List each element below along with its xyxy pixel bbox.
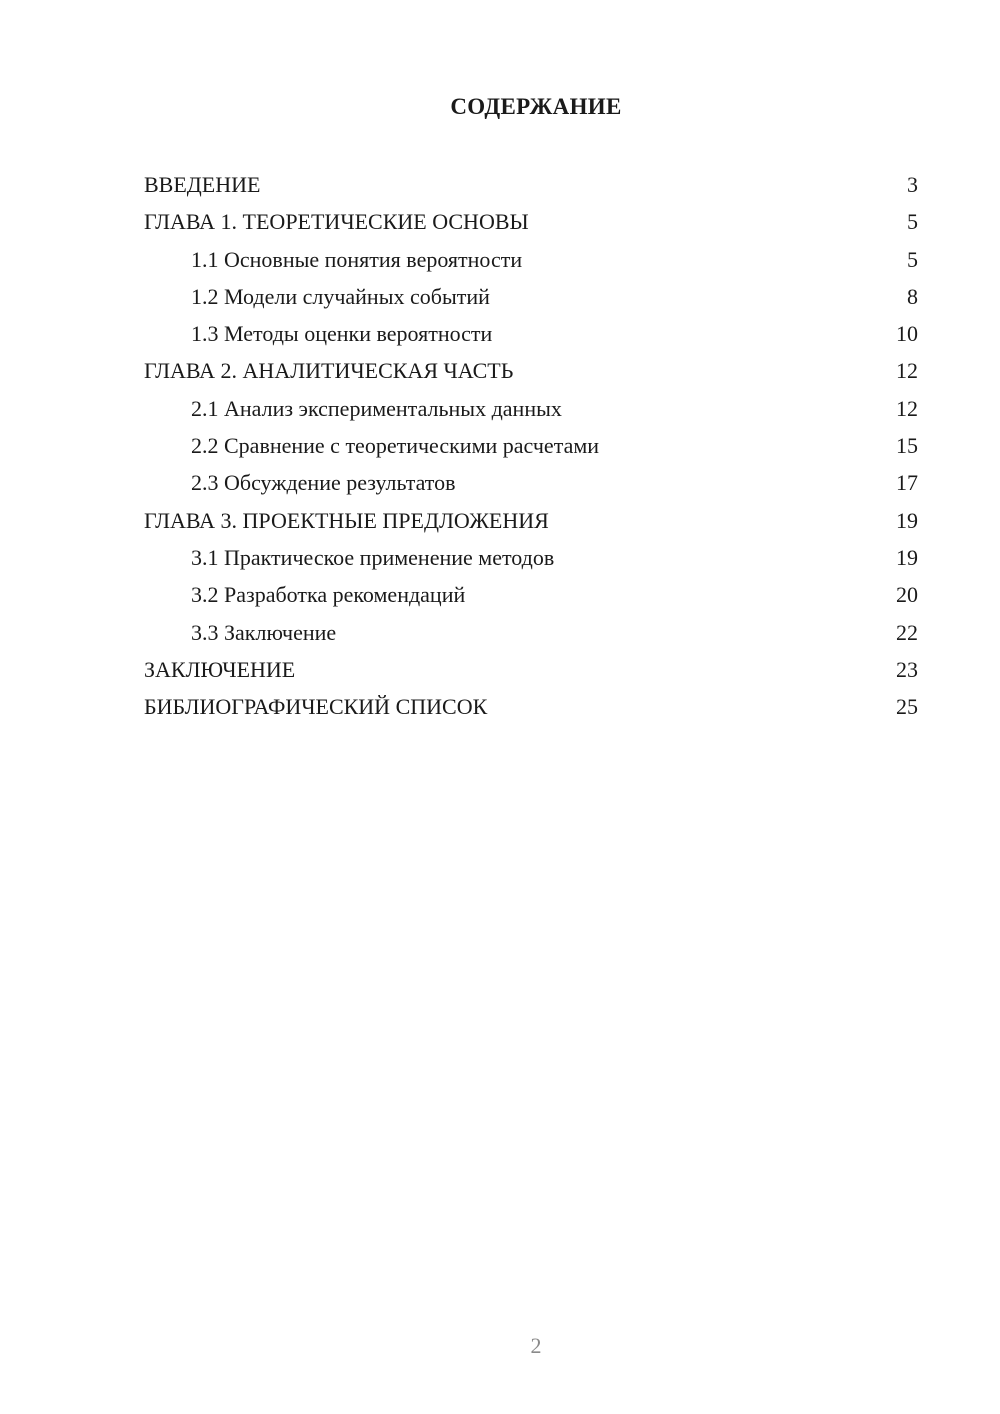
toc-entry-label: 3.1 Практическое применение методов xyxy=(191,544,555,570)
page-number: 2 xyxy=(530,1333,542,1358)
toc-entry-page: 20 xyxy=(896,582,918,608)
toc-entry-page: 5 xyxy=(907,246,918,272)
toc-entry-label: 2.3 Обсуждение результатов xyxy=(191,470,456,496)
toc-entry-label: 2.1 Анализ экспериментальных данных xyxy=(191,395,562,421)
toc-entry-label: 3.3 Заключение xyxy=(191,619,337,645)
toc-entry-page: 19 xyxy=(896,544,918,570)
toc-entry-page: 25 xyxy=(896,694,918,720)
toc-entry-section-1-1 xyxy=(144,241,918,278)
toc-entry-page: 23 xyxy=(896,656,918,682)
toc-entry-bibliography xyxy=(144,688,918,725)
toc-entry-chapter-3 xyxy=(144,502,918,539)
toc-entry-label: БИБЛИОГРАФИЧЕСКИЙ СПИСОК xyxy=(144,694,488,720)
toc-entry-label: 1.1 Основные понятия вероятности xyxy=(191,246,523,272)
page-title: СОДЕРЖАНИЕ xyxy=(450,94,622,119)
toc-entry-label: ГЛАВА 1. ТЕОРЕТИЧЕСКИЕ ОСНОВЫ xyxy=(144,209,529,235)
toc-entry-label: 1.2 Модели случайных событий xyxy=(191,283,490,309)
toc-entry-conclusion xyxy=(144,651,918,688)
toc-entry-label: ГЛАВА 3. ПРОЕКТНЫЕ ПРЕДЛОЖЕНИЯ xyxy=(144,507,549,533)
toc-entry-chapter-2 xyxy=(144,352,918,389)
toc-entry-section-3-1 xyxy=(144,539,918,576)
toc-entry-page: 17 xyxy=(896,470,918,496)
toc-entry-page: 22 xyxy=(896,619,918,645)
toc-entry-label: ВВЕДЕНИЕ xyxy=(144,172,261,197)
toc-entry-section-2-3 xyxy=(144,464,918,501)
toc-entry-section-2-2 xyxy=(144,427,918,464)
toc-entry-section-2-1 xyxy=(144,390,918,427)
toc-entry-introduction xyxy=(144,166,918,203)
toc-entry-page: 19 xyxy=(896,507,918,533)
table-of-contents xyxy=(144,166,918,725)
toc-entry-page: 10 xyxy=(896,321,918,347)
toc-entry-page: 12 xyxy=(896,395,918,421)
toc-entry-page: 5 xyxy=(907,209,918,235)
toc-entry-section-3-3 xyxy=(144,614,918,651)
toc-entry-label: ГЛАВА 2. АНАЛИТИЧЕСКАЯ ЧАСТЬ xyxy=(144,358,514,384)
toc-entry-section-1-3 xyxy=(144,315,918,352)
toc-entry-label: 2.2 Сравнение с теоретическими расчетами xyxy=(191,433,600,459)
toc-entry-chapter-1 xyxy=(144,203,918,240)
toc-entry-label: ЗАКЛЮЧЕНИЕ xyxy=(144,656,296,682)
toc-entry-section-3-2 xyxy=(144,576,918,613)
toc-entry-page: 8 xyxy=(907,283,918,309)
toc-entry-section-1-2 xyxy=(144,278,918,315)
toc-entry-page: 15 xyxy=(896,433,918,459)
toc-entry-page: 3 xyxy=(907,172,918,197)
toc-entry-label: 3.2 Разработка рекомендаций xyxy=(191,582,466,608)
toc-entry-page: 12 xyxy=(896,358,918,384)
toc-entry-label: 1.3 Методы оценки вероятности xyxy=(191,321,493,347)
